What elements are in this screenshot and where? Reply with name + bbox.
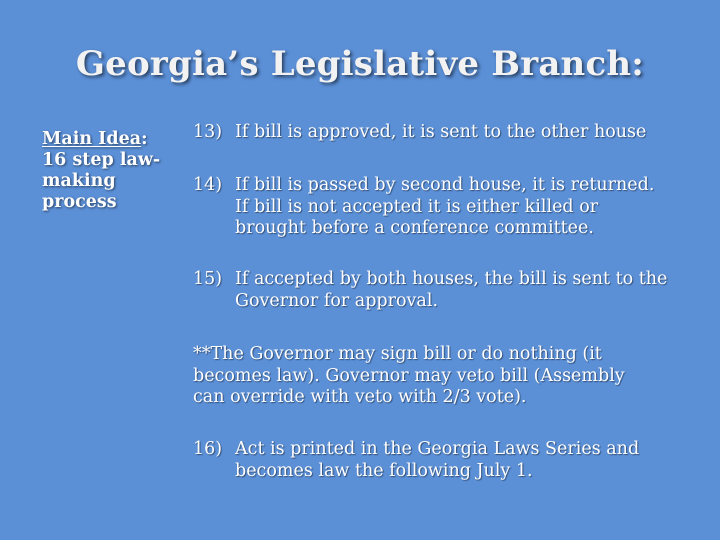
step-text <box>235 122 708 144</box>
step-text <box>235 439 708 482</box>
step-text-line: If accepted by both houses, the bill is sent to the <box>235 269 668 289</box>
note-line: **The Governor may sign bill or do nothing (it <box>193 344 602 364</box>
step-number: 15) <box>193 269 223 289</box>
step-text-line: Act is printed in the Georgia Laws Series and <box>235 439 640 459</box>
note-line: can override with veto with 2/3 vote). <box>193 387 527 407</box>
main-idea-label: Main Idea <box>42 129 142 149</box>
main-idea-heading <box>42 129 182 150</box>
step-text-line: If bill is passed by second house, it is returned. <box>235 175 655 195</box>
step-item-16 <box>193 439 708 482</box>
step-text <box>235 175 708 240</box>
step-number: 13) <box>193 122 223 142</box>
step-text-line: If bill is not accepted it is either killed or <box>235 196 599 217</box>
main-idea-line: making <box>42 171 116 191</box>
step-text-line: If bill is approved, it is sent to the other house <box>235 122 647 142</box>
slide-title: Georgia’s Legislative Branch: <box>75 44 645 84</box>
main-idea-panel <box>42 129 182 213</box>
step-text-line: becomes law the following July 1. <box>235 460 533 481</box>
step-item-14 <box>193 175 708 240</box>
main-idea-line: process <box>42 192 117 212</box>
step-number: 14) <box>193 175 223 195</box>
step-text-line: Governor for approval. <box>235 290 439 311</box>
step-text <box>235 269 708 312</box>
step-item-13 <box>193 122 708 144</box>
step-text-line: brought before a conference committee. <box>235 218 594 238</box>
step-number: 16) <box>193 439 223 459</box>
governor-note <box>193 344 708 409</box>
main-idea-line: 16 step law- <box>42 150 161 170</box>
note-line: becomes law). Governor may veto bill (Assembly <box>193 365 625 386</box>
step-item-15 <box>193 269 708 312</box>
main-idea-colon: : <box>141 129 148 149</box>
